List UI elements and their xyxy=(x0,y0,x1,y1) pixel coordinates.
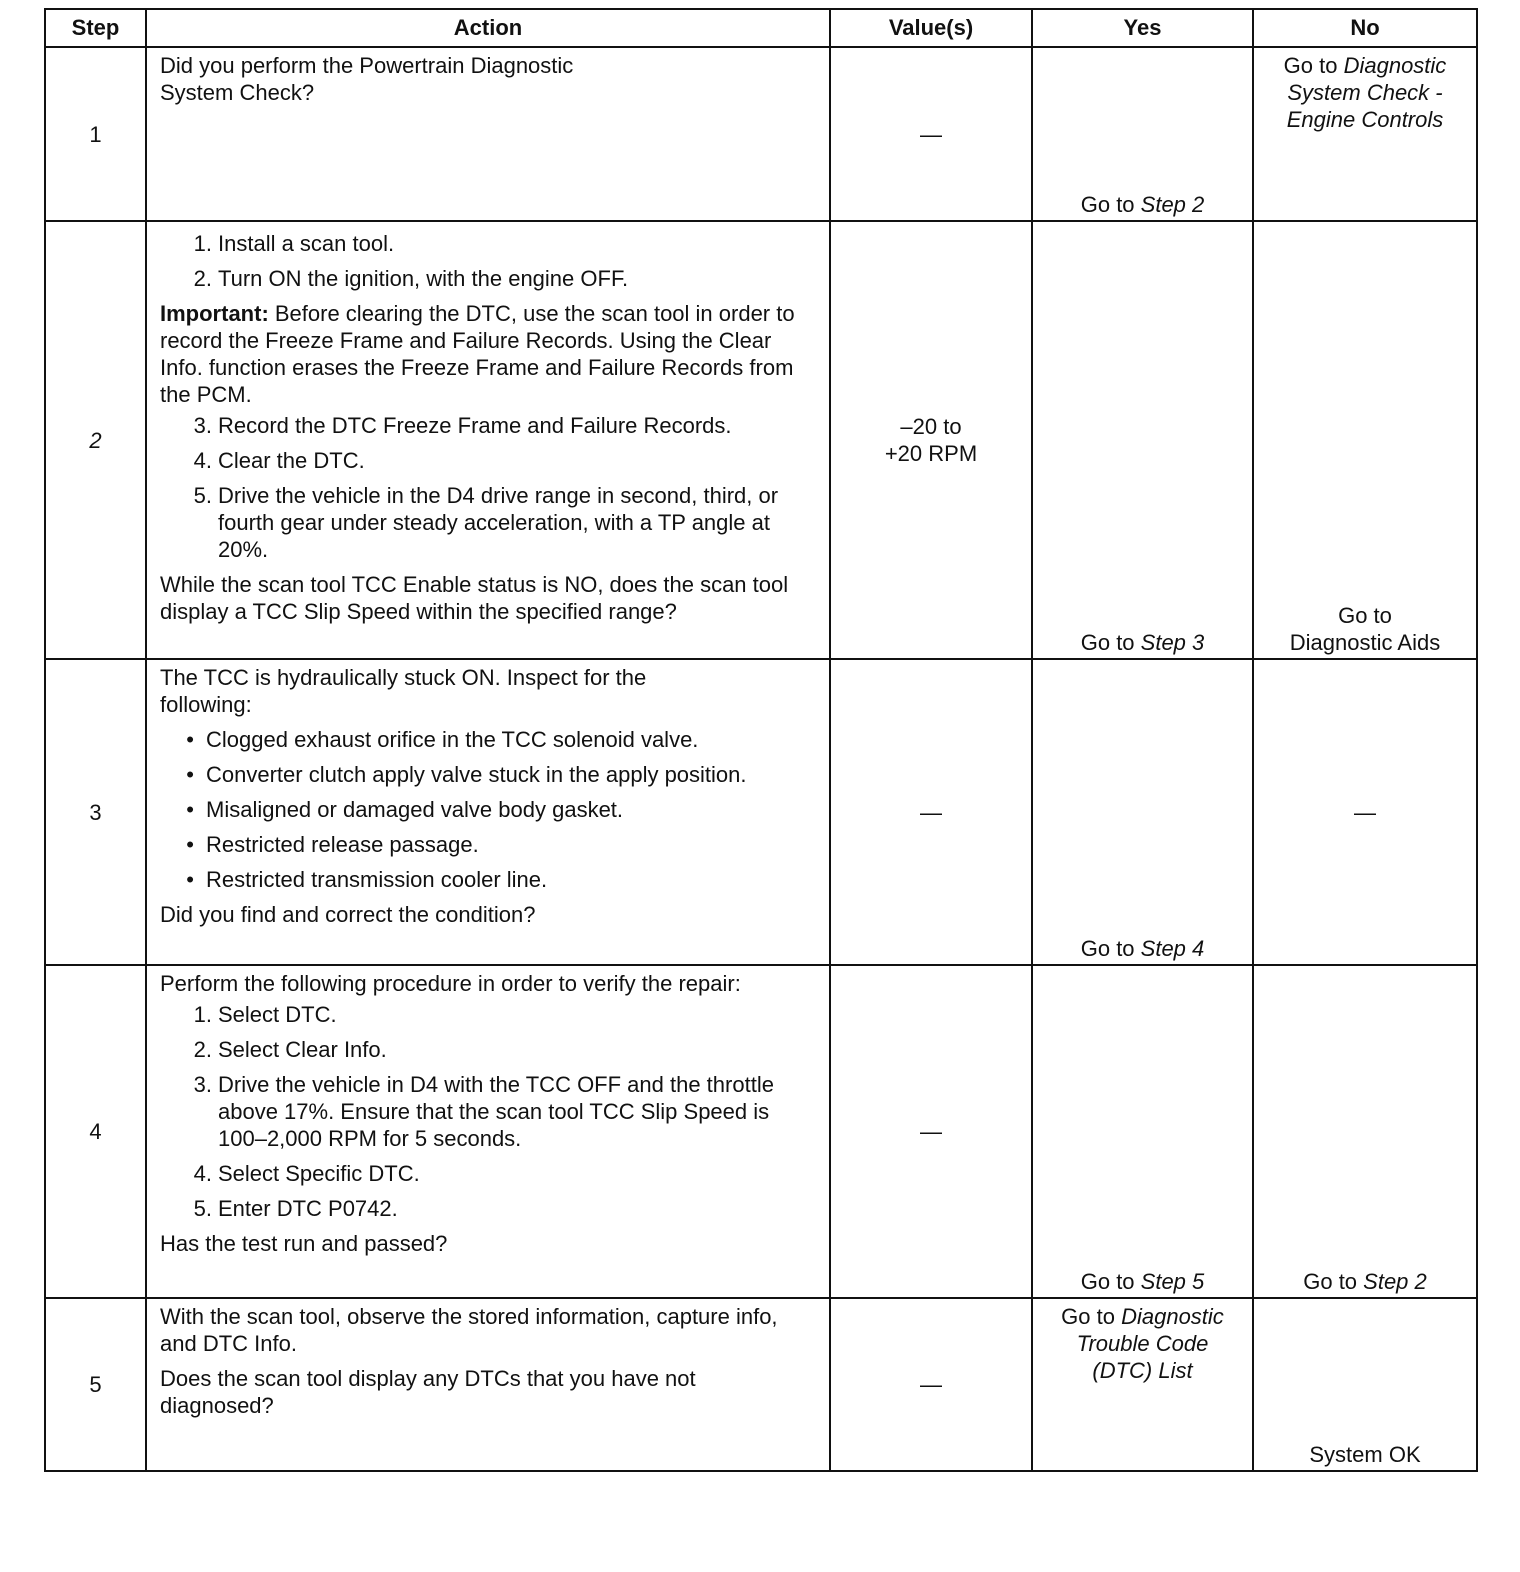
list-item: • Clogged exhaust orifice in the TCC solenoid valve. xyxy=(186,727,699,752)
step-number: 4 xyxy=(45,965,146,1298)
table-row xyxy=(45,965,1477,1298)
step-number: 5 xyxy=(45,1298,146,1471)
action-cell xyxy=(146,221,830,659)
no-text: Go to Diagnostic System Check - Engine Controls xyxy=(1283,53,1447,132)
list-item: 1. Install a scan tool. xyxy=(193,231,395,256)
yes-text: Go to Step 3 xyxy=(1080,630,1205,655)
value-cell: — xyxy=(830,965,1032,1298)
action-cell xyxy=(146,659,830,965)
yes-text: Go to Diagnostic Trouble Code (DTC) List xyxy=(1061,1304,1224,1383)
value-cell xyxy=(830,221,1032,659)
question-text: Has the test run and passed? xyxy=(160,1231,448,1256)
step-number: 2 xyxy=(45,221,146,659)
value-line: –20 to xyxy=(900,414,962,439)
value-cell: — xyxy=(830,1298,1032,1471)
table-row xyxy=(45,221,1477,659)
step-list xyxy=(160,1001,817,1222)
yes-text: Go to Step 4 xyxy=(1080,936,1205,961)
list-item: 4. Clear the DTC. xyxy=(193,448,365,473)
list-item: 5. Drive the vehicle in the D4 drive range in second, third, or fourth gear under steady acceleration, with a TP angle at 20%. xyxy=(193,483,779,562)
question-text: While the scan tool TCC Enable status is NO, does the scan tool display a TCC Slip Speed within the specified range? xyxy=(160,572,789,624)
no-cell xyxy=(1253,47,1477,221)
list-item: 5. Enter DTC P0742. xyxy=(193,1196,398,1221)
important-note: Important: Before clearing the DTC, use the scan tool in order to record the Freeze Frame and Failure Records. Using the Clear Info. function erases the Freeze Frame and Failure Records from the PCM. xyxy=(160,301,795,407)
question-text: Did you find and correct the condition? xyxy=(160,902,536,927)
list-item: • Converter clutch apply valve stuck in the apply position. xyxy=(186,762,747,787)
bullet-list xyxy=(160,726,817,893)
table-row xyxy=(45,47,1477,221)
header-values: Value(s) xyxy=(830,9,1032,47)
value-line: +20 RPM xyxy=(884,441,978,466)
list-item: 4. Select Specific DTC. xyxy=(193,1161,420,1186)
action-text: Did you perform the Powertrain Diagnostic System Check? xyxy=(160,53,574,105)
header-step: Step xyxy=(45,9,146,47)
list-item: • Restricted release passage. xyxy=(186,832,479,857)
step-number: 1 xyxy=(45,47,146,221)
no-cell xyxy=(1253,965,1477,1298)
no-cell xyxy=(1253,1298,1477,1471)
intro-text: Perform the following procedure in order to verify the repair: xyxy=(160,971,741,996)
action-text: With the scan tool, observe the stored information, capture info, and DTC Info. xyxy=(160,1304,778,1356)
list-item: 3. Drive the vehicle in D4 with the TCC OFF and the throttle above 17%. Ensure that the scan tool TCC Slip Speed is 100–2,000 RPM for 5 seconds. xyxy=(193,1072,774,1151)
yes-cell xyxy=(1032,1298,1253,1471)
value-cell: — xyxy=(830,659,1032,965)
header-yes: Yes xyxy=(1032,9,1253,47)
step-list xyxy=(160,412,817,563)
action-cell xyxy=(146,965,830,1298)
value-cell: — xyxy=(830,47,1032,221)
list-item: 2. Turn ON the ignition, with the engine OFF. xyxy=(193,266,629,291)
yes-cell xyxy=(1032,659,1253,965)
yes-cell xyxy=(1032,47,1253,221)
no-cell: — xyxy=(1253,659,1477,965)
header-action: Action xyxy=(146,9,830,47)
no-text: System OK xyxy=(1309,1442,1421,1467)
no-text: Go to Step 2 xyxy=(1303,1269,1427,1294)
yes-cell xyxy=(1032,221,1253,659)
yes-cell xyxy=(1032,965,1253,1298)
intro-text: The TCC is hydraulically stuck ON. Inspect for the following: xyxy=(160,665,647,717)
yes-text: Go to Step 5 xyxy=(1080,1269,1205,1294)
list-item: 2. Select Clear Info. xyxy=(193,1037,387,1062)
action-cell xyxy=(146,1298,830,1471)
header-row xyxy=(45,9,1477,47)
question-text: Does the scan tool display any DTCs that you have not diagnosed? xyxy=(160,1366,696,1418)
list-item: • Misaligned or damaged valve body gasket. xyxy=(186,797,624,822)
action-cell xyxy=(146,47,830,221)
step-number: 3 xyxy=(45,659,146,965)
step-list xyxy=(160,230,817,292)
list-item: 3. Record the DTC Freeze Frame and Failure Records. xyxy=(193,413,732,438)
no-cell xyxy=(1253,221,1477,659)
list-item: 1. Select DTC. xyxy=(193,1002,337,1027)
yes-text: Go to Step 2 xyxy=(1080,192,1205,217)
list-item: • Restricted transmission cooler line. xyxy=(186,867,548,892)
header-no: No xyxy=(1253,9,1477,47)
diagnostic-table xyxy=(44,8,1478,1472)
no-text: Go to Diagnostic Aids xyxy=(1289,603,1441,655)
table-row xyxy=(45,1298,1477,1471)
table-row xyxy=(45,659,1477,965)
